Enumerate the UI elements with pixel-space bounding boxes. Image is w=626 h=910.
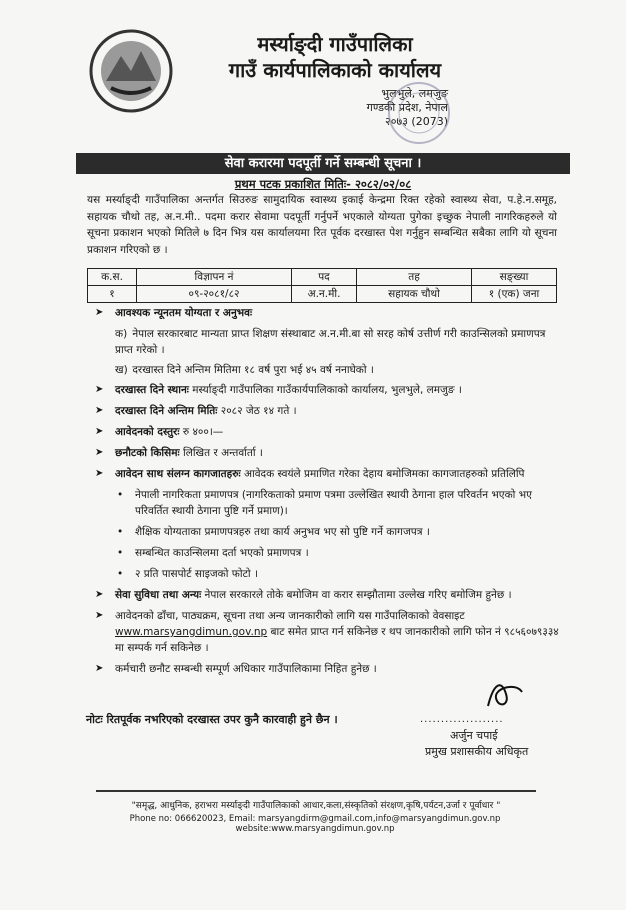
table-header: सङ्ख्या: [472, 269, 557, 286]
document-text: शैक्षिक योग्यताका प्रमाणपत्रहरु तथा कार्य अनुभव भए सो पुष्टि गर्ने कागजपत्र ।: [135, 526, 430, 538]
benefits-label: सेवा सुविधा तथा अन्यः: [115, 589, 202, 601]
arrow-bullet-icon: ➤: [95, 426, 104, 437]
deadline-value: २०८२ जेठ १४ गते ।: [220, 405, 297, 417]
requirement-kha-label: ख): [115, 364, 128, 376]
requirements-heading: आवश्यक न्यूनतम योग्यता र अनुभवः: [115, 307, 253, 319]
info-item: [95, 608, 560, 656]
arrow-bullet-icon: ➤: [95, 468, 104, 479]
table-cell: अ.न.मी.: [292, 286, 357, 303]
fee-label: आवेदनको दस्तुरः: [115, 426, 180, 438]
table-cell: सहायक चौथो: [357, 286, 472, 303]
fee-item: [95, 424, 560, 440]
fee-value: रु ४००।—: [182, 426, 224, 438]
documents-value: आवेदक स्वयंले प्रमाणित गरेका देहाय बमोजिमका कागजातहरुको प्रतिलिपि: [243, 468, 525, 480]
table-header: विज्ञापन नं: [137, 269, 292, 286]
table-cell: ०९-२०८१/८२: [137, 286, 292, 303]
documents-label: आवेदन साथ संलग्न कागजातहरुः: [115, 468, 241, 480]
signature-line: ....................: [420, 714, 504, 725]
info-text2: बाट समेत प्राप्त गर्न सकिनेछ र थप जानकारीको लागि फोन नं ९८५६०७९३३४ मा सम्पर्क गर्न सकिनेछ ।: [115, 626, 559, 654]
document-text: सम्बन्धित काउन्सिलमा दर्ता भएको प्रमाणपत्र ।: [135, 547, 309, 559]
notice-title: सेवा करारमा पदपूर्ती गर्ने सम्बन्धी सूचना ।: [76, 153, 570, 174]
documents-item: [95, 466, 560, 482]
address-line1: भुलभुले, लमजुङ: [381, 87, 448, 100]
office-stamp-seal: [384, 78, 454, 148]
requirement-ka-text: नेपाल सरकारबाट मान्यता प्राप्त शिक्षण संस्थाबाट अ.न.मी.बा सो सरह कोर्ष उत्तीर्ण गरी काउन्सिलको प्रमाणपत्र प्राप्त गरेको ।: [115, 328, 546, 356]
arrow-bullet-icon: ➤: [95, 447, 104, 458]
signatory-name: अर्जुन चपाई: [450, 729, 498, 742]
requirement-kha: [95, 362, 560, 378]
bullet-dot-icon: •: [117, 526, 124, 538]
table-row: [88, 286, 557, 303]
selection-label: छनौटको किसिमः: [115, 447, 180, 459]
document-text: नेपाली नागरिकता प्रमाणपत्र (नागरिकताको प्रमाण पत्रमा उल्लेखित स्थायी ठेगाना हाल परिवर्तन भएको भए परिवर्तित स्थायी ठेगाना पुष्टि गर्ने प्रमाण)।: [135, 489, 532, 517]
deadline-item: [95, 403, 560, 419]
deadline-label: दरखास्त दिने अन्तिम मितिः: [115, 405, 218, 417]
signatory-title: प्रमुख प्रशासकीय अधिकृत: [425, 745, 529, 758]
handwritten-signature: [480, 678, 530, 712]
note-text: नोटः रितपूर्वक नभरिएको दरखास्त उपर कुनै कारवाही हुने छैन ।: [86, 713, 338, 726]
document-bullet: [95, 524, 560, 540]
authority-item: [95, 661, 560, 677]
address-line2: गण्डकी प्रदेश, नेपाल: [366, 101, 448, 114]
website-link[interactable]: www.marsyangdimun.gov.np: [115, 626, 268, 638]
document-bullet: [95, 545, 560, 561]
footer-divider: [96, 790, 536, 792]
requirement-ka: [95, 326, 560, 358]
place-label: दरखास्त दिने स्थानः: [115, 384, 189, 396]
table-header-row: [88, 269, 557, 286]
details-list: [95, 305, 560, 682]
document-bullet: [95, 566, 560, 582]
table-header: तह: [357, 269, 472, 286]
bullet-dot-icon: •: [117, 489, 124, 501]
intro-paragraph: यस मर्स्याङ्दी गाउँपालिका अन्तर्गत सिउरुङ सामुदायिक स्वास्थ्य इकाई केन्द्रमा रिक्त रहेको स्वास्थ्य सेवा, प.हे.न.समूह, सहायक चौथो तह, अ.न.मी.. पदमा करार सेवामा पदपूर्ती गर्नुपर्ने भएकाले योग्यता पुगेका इच्छुक नेपाली नागरिकहरुले यो सूचना प्रकाशन भएको मितिले ७ दिन भित्र यस कार्यालयमा रित पूर्वक दरखास्त पेश गर्नुहुन सम्बन्धित सबैका लागि यो सूचना प्रकाशन गरिएको छ ।: [87, 194, 557, 256]
benefits-item: [95, 587, 560, 603]
office-name: गाउँ कार्यपालिकाको कार्यालय: [228, 58, 442, 82]
arrow-bullet-icon: ➤: [95, 610, 104, 621]
document-text: २ प्रति पासपोर्ट साइजको फोटो ।: [135, 568, 258, 580]
arrow-bullet-icon: ➤: [95, 663, 104, 674]
authority-text: कर्मचारी छनौट सम्बन्धी सम्पूर्ण अधिकार गाउँपालिकामा निहित हुनेछ ।: [115, 663, 377, 675]
arrow-bullet-icon: ➤: [95, 589, 104, 600]
place-item: [95, 382, 560, 398]
document-bullet: [95, 487, 560, 519]
benefits-value: नेपाल सरकारले तोके बमोजिम वा करार सम्झौतामा उल्लेख गरिए बमोजिम हुनेछ ।: [204, 589, 512, 601]
bullet-dot-icon: •: [117, 547, 124, 559]
table-header: पद: [292, 269, 357, 286]
selection-value: लिखित र अन्तर्वार्ता ।: [182, 447, 263, 459]
table-cell: १ (एक) जना: [472, 286, 557, 303]
footer-contact: Phone no: 066620023, Email: marsyangdirm@gmail.com,info@marsyangdimun.gov.np website:www.marsyangdimun.gov.np: [129, 814, 501, 834]
arrow-bullet-icon: ➤: [95, 405, 104, 416]
requirement-kha-text: दरखास्त दिने अन्तिम मितिमा १८ वर्ष पुरा भई ४५ वर्ष ननाघेको ।: [132, 364, 374, 376]
place-value: मर्स्याङ्दी गाउँपालिका गाउँकार्यपालिकाको कार्यालय, भुलभुले, लमजुङ ।: [192, 384, 462, 396]
selection-item: [95, 445, 560, 461]
arrow-bullet-icon: ➤: [95, 307, 104, 318]
info-text1: आवेदनको ढाँचा, पाठ्यक्रम, सूचना तथा अन्य जानकारीको लागि यस गाउँपालिकाको वेवसाइट: [115, 610, 465, 622]
requirement-ka-label: क): [115, 328, 128, 340]
table-cell: १: [88, 286, 137, 303]
footer-slogan: "समृद्ध, आधुनिक, हराभरा मर्स्याङ्दी गाउँपालिकाको आधार,कला,संस्कृतिको संरक्षण,कृषि,पर्यटन,उर्जा र पूर्वाधार ": [131, 801, 501, 811]
published-date: प्रथम पटक प्रकाशित मितिः- २०८२/०२/०८: [234, 177, 412, 191]
org-name: मर्स्याङ्दी गाउँपालिका: [257, 32, 413, 56]
bullet-dot-icon: •: [117, 568, 124, 580]
established-year: २०७३ (2073): [385, 115, 448, 128]
arrow-bullet-icon: ➤: [95, 384, 104, 395]
requirements-item: [95, 305, 560, 321]
vacancy-table: [87, 268, 557, 303]
table-header: क.स.: [88, 269, 137, 286]
